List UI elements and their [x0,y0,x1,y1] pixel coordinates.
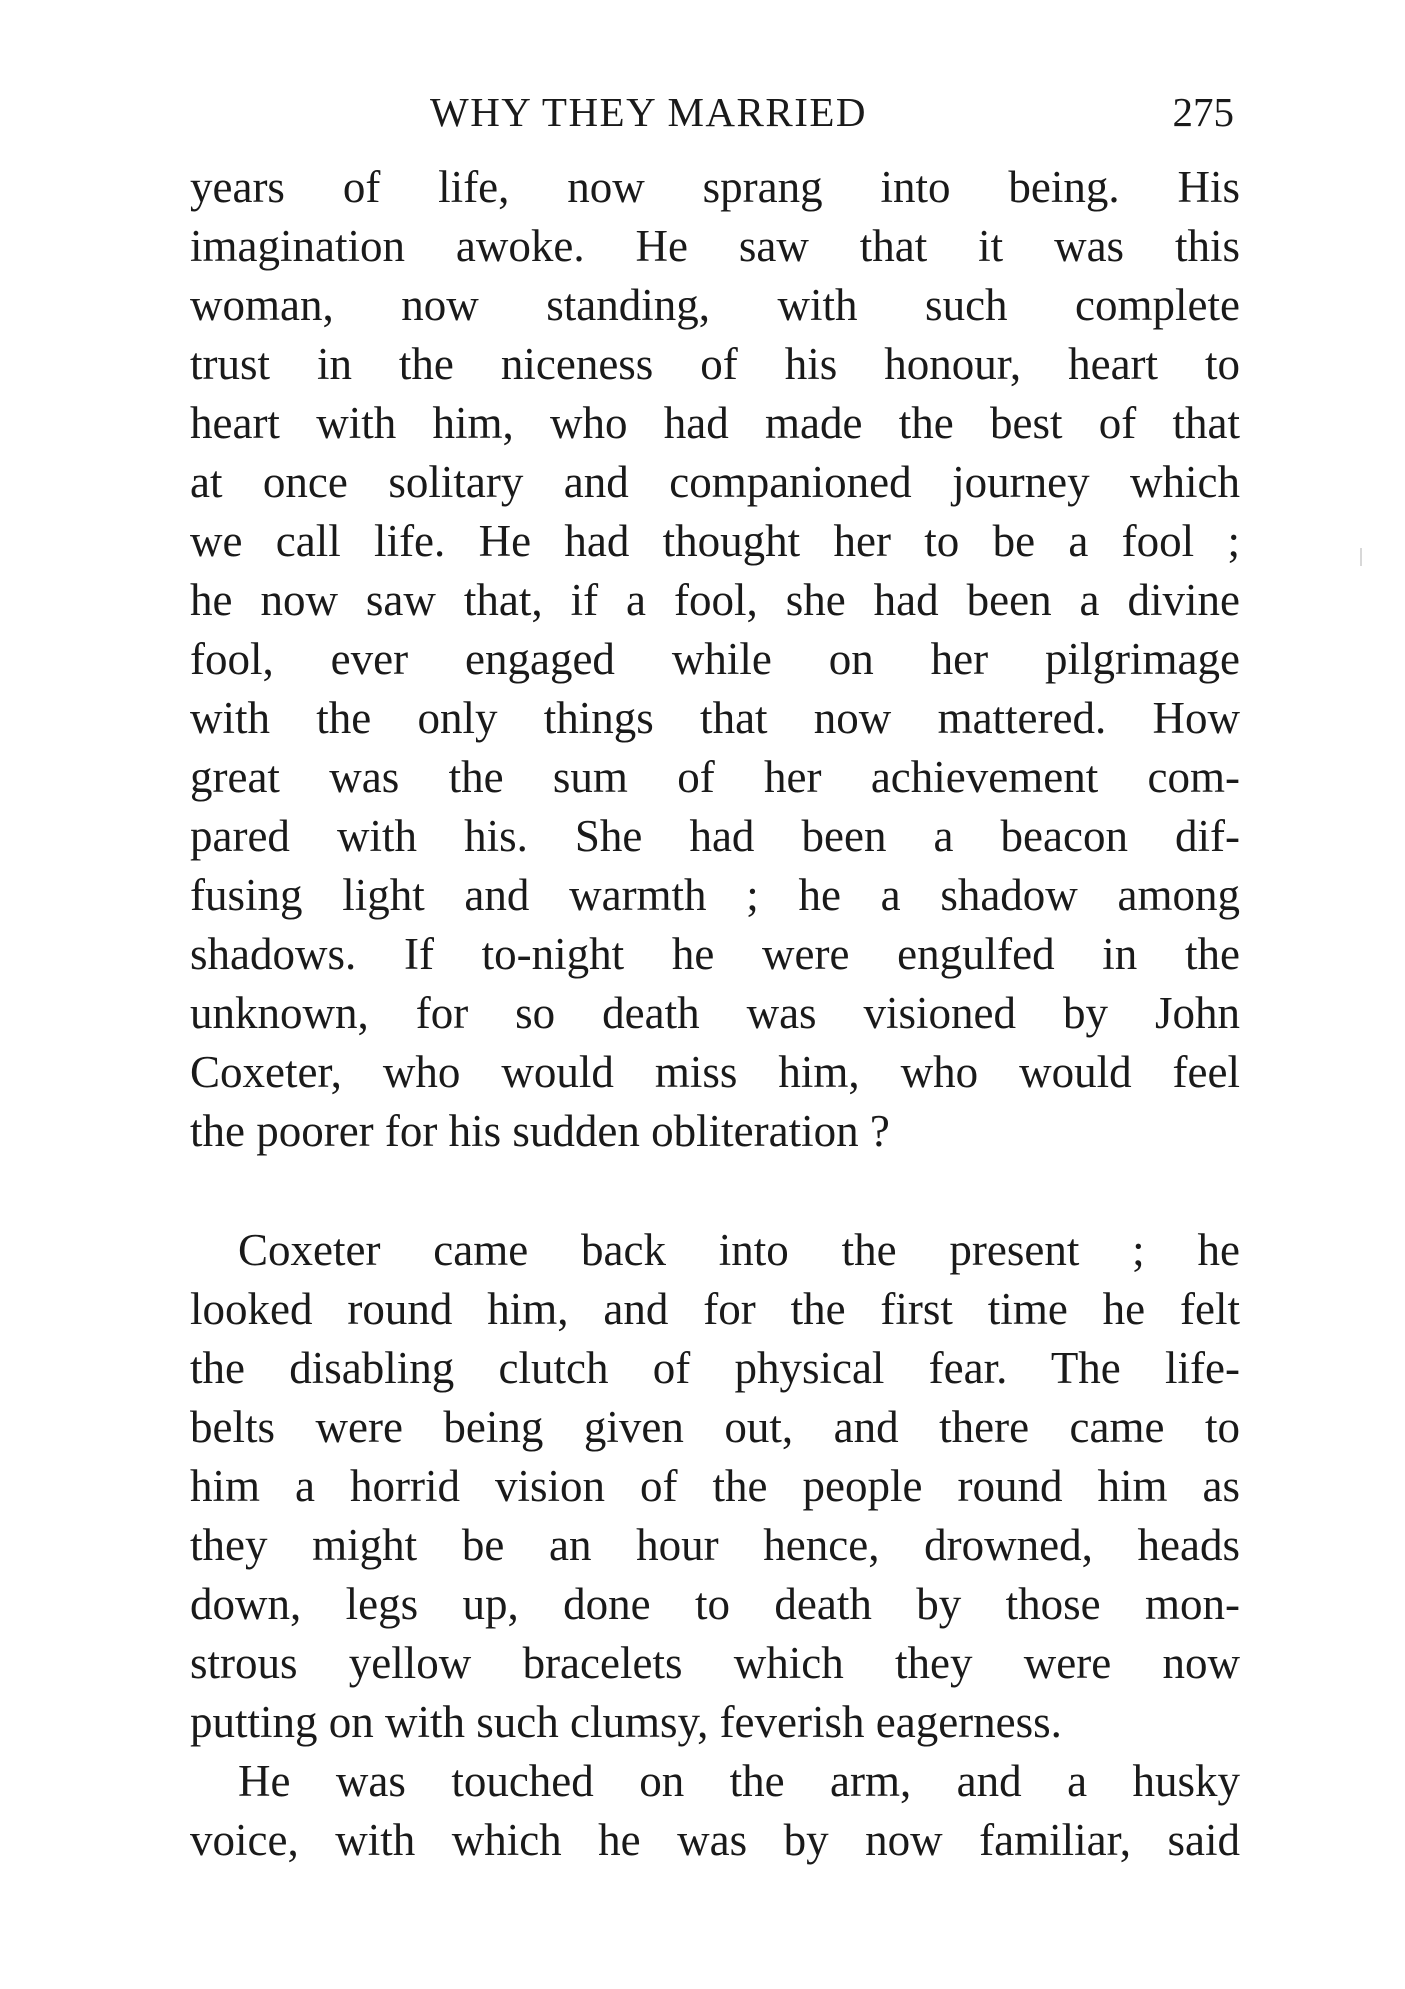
text-line: he now saw that, if a fool, she had been a divine [190,575,1240,625]
text-line: great was the sum of her achievement com- [190,752,1240,802]
text-line: belts were being given out, and there came to [190,1402,1240,1452]
text-line: shadows. If to-night he were engulfed in the [190,929,1240,979]
paragraph [190,158,1240,1161]
text-line: pared with his. She had been a beacon dif- [190,811,1240,861]
text-line: they might be an hour hence, drowned, heads [190,1520,1240,1570]
text-line: strous yellow bracelets which they were now [190,1638,1240,1688]
running-title: WHY THEY MARRIED [430,89,868,135]
text-line: voice, with which he was by now familiar, said [190,1815,1240,1865]
text-line: woman, now standing, with such complete [190,280,1240,330]
text-line: the disabling clutch of physical fear. The life- [190,1343,1240,1393]
text-line: we call life. He had thought her to be a fool ; [190,516,1240,566]
text-line: Coxeter came back into the present ; he [238,1225,1240,1275]
text-line: at once solitary and companioned journey which [190,457,1240,507]
text-line: heart with him, who had made the best of that [190,398,1240,448]
paragraph [190,1752,1240,1870]
text-line: imagination awoke. He saw that it was this [190,221,1240,271]
section-gap [190,1161,1240,1221]
text-line: years of life, now sprang into being. His [190,162,1240,212]
text-line: him a horrid vision of the people round him as [190,1461,1240,1511]
text-line: with the only things that now mattered. How [190,693,1240,743]
text-line: the poorer for his sudden obliteration ? [190,1106,890,1156]
text-line: trust in the niceness of his honour, heart to [190,339,1240,389]
text-line: He was touched on the arm, and a husky [238,1756,1240,1806]
text-line: fool, ever engaged while on her pilgrimage [190,634,1240,684]
text-line: unknown, for so death was visioned by John [190,988,1240,1038]
margin-mark [1360,548,1362,566]
text-line: Coxeter, who would miss him, who would feel [190,1047,1240,1097]
page-header [190,88,1240,138]
paragraph [190,1221,1240,1752]
text-line: putting on with such clumsy, feverish eagerness. [190,1697,1062,1747]
page-number: 275 [1172,89,1234,135]
text-line: fusing light and warmth ; he a shadow among [190,870,1240,920]
text-line: down, legs up, done to death by those mon- [190,1579,1240,1629]
body-text [190,158,1240,1870]
text-line: looked round him, and for the first time he felt [190,1284,1240,1334]
